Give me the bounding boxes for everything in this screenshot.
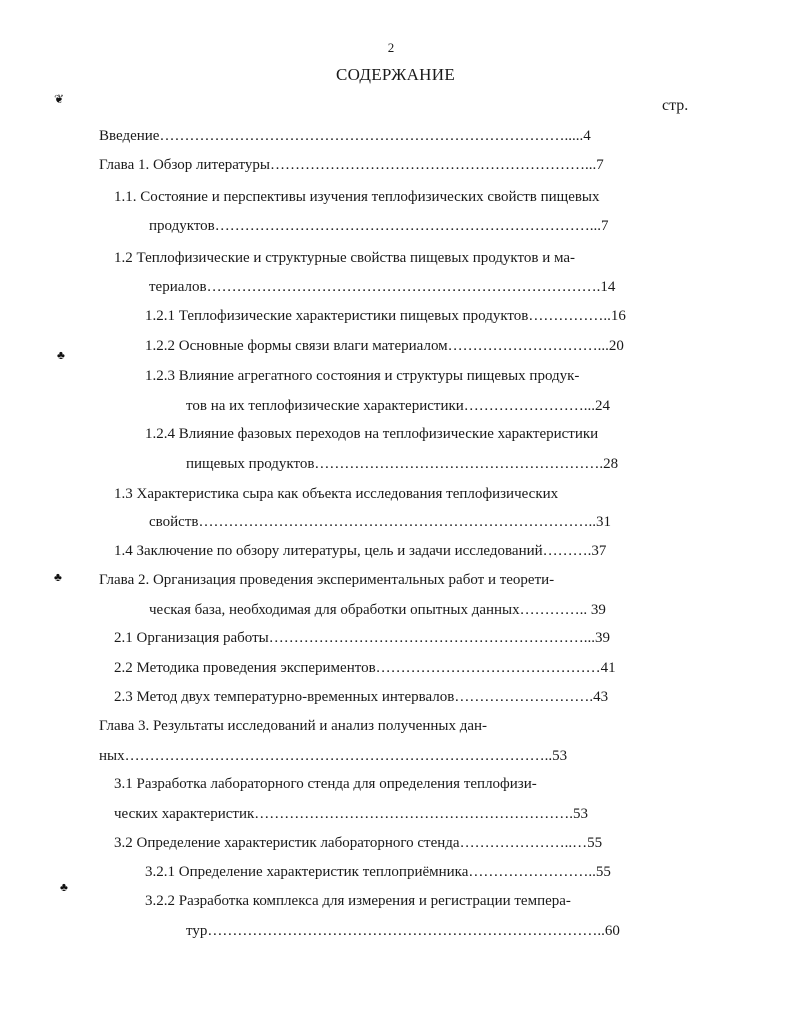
toc-entry: 1.4 Заключение по обзору литературы, цель и задачи исследований……….37 bbox=[114, 543, 607, 559]
scan-artifact-mark: ♣ bbox=[54, 570, 62, 584]
page-number: 2 bbox=[387, 40, 395, 55]
toc-entry: 3.2 Определение характеристик лабораторного стенда…………………..…55 bbox=[114, 835, 603, 851]
toc-entry: тов на их теплофизические характеристики……………………...24 bbox=[186, 398, 611, 414]
toc-entry: 1.1. Состояние и перспективы изучения теплофизических свойств пищевых bbox=[114, 189, 600, 205]
toc-entry: свойств……………………………………………………………………..31 bbox=[149, 514, 611, 530]
toc-entry: ческих характеристик……………………………………………………….53 bbox=[114, 806, 589, 822]
toc-entry: 3.2.2 Разработка комплекса для измерения и регистрации темпера- bbox=[145, 893, 571, 909]
toc-entry: ческая база, необходимая для обработки опытных данных………….. 39 bbox=[149, 602, 606, 618]
toc-entry: 3.2.1 Определение характеристик теплоприёмника……………………..55 bbox=[145, 864, 611, 880]
toc-entry: Глава 3. Результаты исследований и анализ полученных дан- bbox=[99, 718, 488, 734]
toc-entry: 2.2 Методика проведения экспериментов………………………………………41 bbox=[114, 660, 616, 676]
page-column-label: стр. bbox=[662, 97, 689, 114]
toc-entry: 1.2 Теплофизические и структурные свойства пищевых продуктов и ма- bbox=[114, 250, 576, 266]
toc-entry: 2.1 Организация работы………………………………………………………...39 bbox=[114, 630, 610, 646]
toc-entry: 1.2.3 Влияние агрегатного состояния и структуры пищевых продук- bbox=[145, 368, 580, 384]
scan-artifact-mark: ♣ bbox=[60, 880, 68, 894]
toc-entry: ных…………………………………………………………………………..53 bbox=[99, 748, 568, 764]
toc-entry: 1.2.4 Влияние фазовых переходов на теплофизические характеристики bbox=[145, 426, 599, 442]
toc-entry: 1.2.1 Теплофизические характеристики пищевых продуктов……………..16 bbox=[145, 308, 626, 324]
toc-entry: Введение……………………………………………………………………….....4 bbox=[99, 128, 591, 144]
toc-entry: териалов…………………………………………………………………….14 bbox=[149, 279, 616, 295]
toc-entry: пищевых продуктов………………………………………………….28 bbox=[186, 456, 619, 472]
page-title: СОДЕРЖАНИЕ bbox=[335, 65, 456, 84]
toc-entry: тур……………………………………………………………………..60 bbox=[186, 923, 620, 939]
toc-entry: продуктов…………………………………………………………………...7 bbox=[149, 218, 609, 234]
toc-entry: 1.2.2 Основные формы связи влаги материалом…………………………...20 bbox=[145, 338, 624, 354]
toc-entry: Глава 1. Обзор литературы………………………………………………………...7 bbox=[99, 157, 604, 173]
scan-artifact-mark: ❦ bbox=[54, 92, 65, 106]
toc-entry: 2.3 Метод двух температурно-временных интервалов……………………….43 bbox=[114, 689, 609, 705]
toc-entry: 3.1 Разработка лабораторного стенда для определения теплофизи- bbox=[114, 776, 537, 792]
toc-entry: 1.3 Характеристика сыра как объекта исследования теплофизических bbox=[114, 486, 559, 502]
scan-artifact-mark: ♣ bbox=[57, 348, 65, 362]
toc-entry: Глава 2. Организация проведения экспериментальных работ и теорети- bbox=[99, 572, 555, 588]
